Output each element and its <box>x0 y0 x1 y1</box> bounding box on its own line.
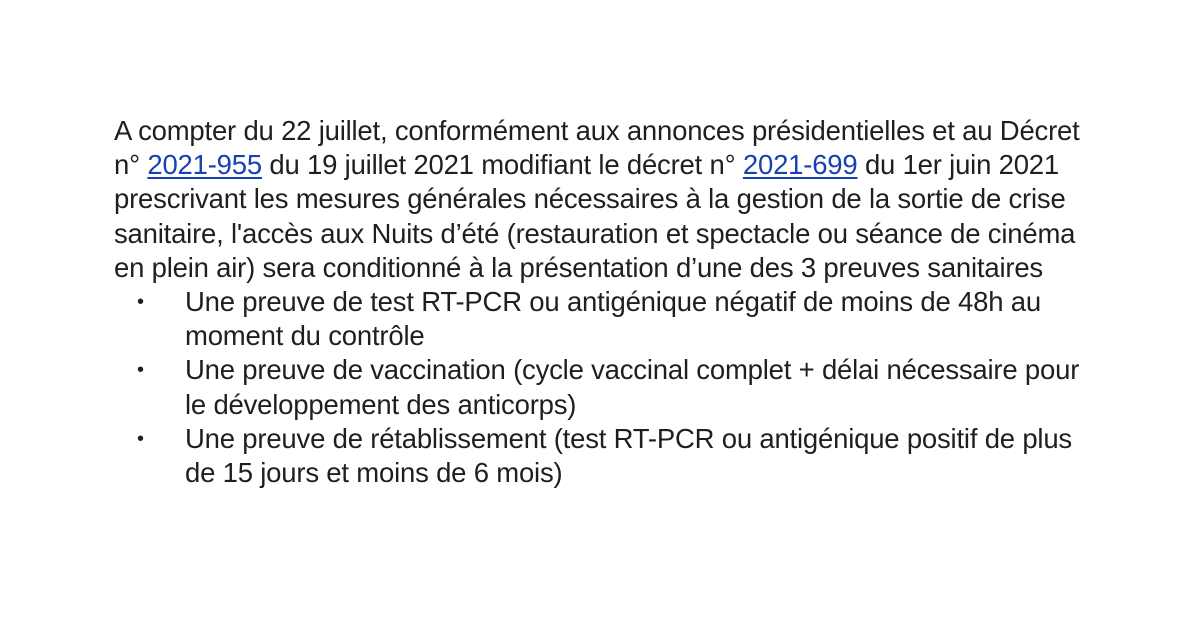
intro-text-part-1: A compter du 22 juillet, conformément aux annonces présidentielles et au Décret n° <box>114 115 1080 181</box>
list-item-text: Une preuve de rétablissement (test RT-PCR ou antigénique positif de plus de 15 jours et moins de 6 mois) <box>185 422 1072 489</box>
sanitary-proofs-list <box>114 285 1094 490</box>
bullet-icon: • <box>137 359 144 382</box>
list-item-text: Une preuve de test RT-PCR ou antigénique négatif de moins de 48h au moment du contrôle <box>185 286 1041 352</box>
list-item-vaccination-proof <box>114 353 1094 421</box>
list-item-text: Une preuve de vaccination (cycle vaccinal complet + délai nécessaire pour le développement des anticorps) <box>185 354 1080 420</box>
announcement-text-block <box>114 114 1094 490</box>
bullet-icon: • <box>137 291 144 314</box>
bullet-icon: • <box>137 427 144 450</box>
intro-text-part-2: du 19 juillet 2021 modifiant le décret n° <box>261 149 743 181</box>
decree-link-2021-699[interactable]: 2021-699 <box>742 149 858 181</box>
intro-text-part-3: du 1er juin 2021 prescrivant les mesures générales nécessaires à la gestion de la sortie de crise sanitaire, l'accès aux Nuits d’été (restauration et spectacle ou séance de cinéma en plein air) sera conditionné à la présentation d’une des 3 preuves sanitaires <box>114 149 1076 283</box>
intro-paragraph <box>114 114 1094 285</box>
decree-link-2021-955[interactable]: 2021-955 <box>147 149 262 181</box>
list-item-test-proof <box>114 285 1094 353</box>
list-item-recovery-proof <box>114 422 1094 490</box>
